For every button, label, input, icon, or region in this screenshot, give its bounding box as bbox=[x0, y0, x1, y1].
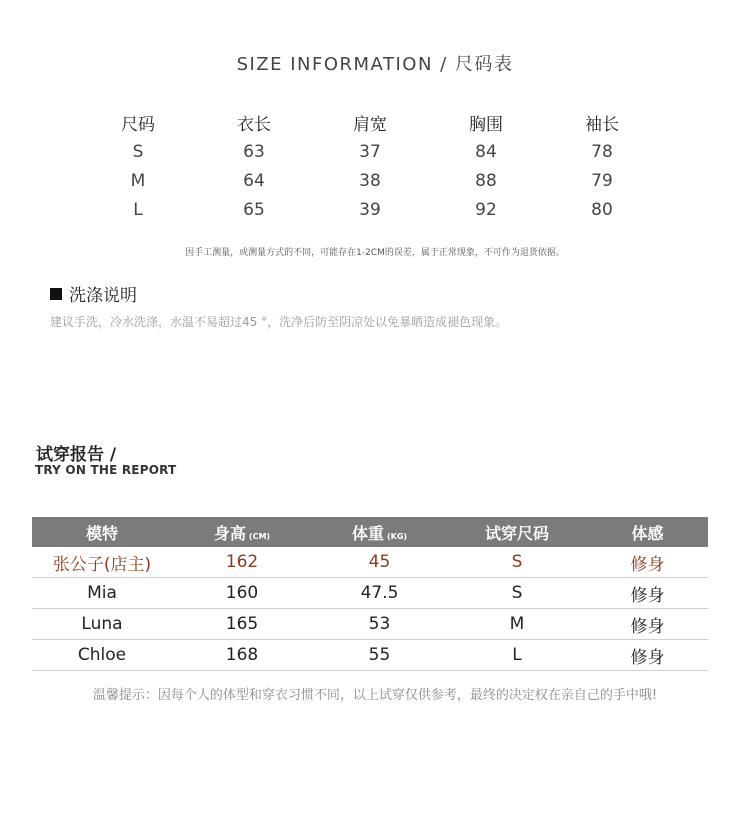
model-name: 张公子(店主) bbox=[52, 554, 152, 575]
model-height: 165 bbox=[225, 614, 259, 634]
header-model: 模特 bbox=[85, 523, 118, 543]
size-cell: 37 bbox=[359, 141, 381, 162]
size-header-cell: 衣长 bbox=[237, 115, 271, 135]
size-info-title: SIZE INFORMATION / 尺码表 bbox=[236, 54, 514, 75]
table-row bbox=[32, 578, 708, 609]
size-cell: 78 bbox=[591, 141, 613, 162]
model-weight: 55 bbox=[368, 645, 391, 665]
size-table-header bbox=[80, 108, 660, 137]
size-header-cell: 肩宽 bbox=[353, 115, 387, 135]
model-weight: 53 bbox=[368, 614, 391, 634]
model-name: Luna bbox=[81, 614, 123, 634]
size-cell: M bbox=[130, 170, 146, 191]
size-table-row bbox=[80, 137, 660, 166]
model-fit: 修身 bbox=[630, 616, 665, 637]
size-table-row bbox=[80, 195, 660, 224]
measurement-note: 因手工测量，或测量方式的不同，可能存在1-2CM的误差，属于正常现象，不可作为退货依据。 bbox=[185, 248, 565, 258]
header-weight bbox=[312, 521, 447, 544]
header-height-unit: (CM) bbox=[248, 531, 271, 541]
header-weight-unit: (KG) bbox=[386, 531, 408, 541]
size-cell: 80 bbox=[591, 199, 613, 220]
wash-title-text: 洗涤说明 bbox=[69, 286, 137, 306]
report-table bbox=[32, 517, 708, 671]
report-table-header bbox=[32, 517, 708, 547]
header-height-label: 身高 bbox=[213, 523, 246, 543]
header-height bbox=[172, 521, 312, 544]
size-header-cell: 袖长 bbox=[585, 115, 619, 135]
report-title: 试穿报告 / bbox=[36, 445, 117, 465]
model-weight: 45 bbox=[368, 552, 391, 572]
size-table-row bbox=[80, 166, 660, 195]
size-cell: 63 bbox=[243, 141, 265, 162]
table-row bbox=[32, 609, 708, 640]
wash-title bbox=[50, 281, 137, 306]
size-header-cell: 胸围 bbox=[469, 115, 503, 135]
size-cell: 38 bbox=[359, 170, 381, 191]
report-subtitle: TRY ON THE REPORT bbox=[35, 463, 177, 477]
table-row bbox=[32, 640, 708, 671]
model-fit: 修身 bbox=[630, 585, 665, 606]
model-size: S bbox=[511, 552, 523, 572]
size-cell: 65 bbox=[243, 199, 265, 220]
size-cell: 79 bbox=[591, 170, 613, 191]
table-row bbox=[32, 547, 708, 578]
size-cell: 64 bbox=[243, 170, 265, 191]
size-cell: S bbox=[132, 141, 144, 162]
model-name: Mia bbox=[87, 583, 117, 603]
size-cell: 88 bbox=[475, 170, 497, 191]
size-cell: 39 bbox=[359, 199, 381, 220]
square-bullet-icon bbox=[50, 288, 62, 300]
model-name: Chloe bbox=[77, 645, 127, 665]
model-fit: 修身 bbox=[630, 554, 665, 575]
model-size: S bbox=[511, 583, 523, 603]
header-size: 试穿尺码 bbox=[484, 523, 549, 543]
header-fit: 体感 bbox=[631, 523, 664, 543]
size-cell: L bbox=[133, 199, 143, 220]
model-size: L bbox=[512, 645, 522, 665]
model-height: 168 bbox=[225, 645, 259, 665]
model-height: 162 bbox=[225, 552, 259, 572]
model-weight: 47.5 bbox=[360, 583, 399, 603]
size-header-cell: 尺码 bbox=[121, 115, 155, 135]
size-cell: 84 bbox=[475, 141, 497, 162]
model-height: 160 bbox=[225, 583, 259, 603]
wash-instructions: 建议手洗，冷水洗涤，水温不易超过45 °，洗净后防至阴凉处以免暴晒造成褪色现象。 bbox=[50, 315, 508, 329]
model-fit: 修身 bbox=[630, 647, 665, 668]
model-size: M bbox=[509, 614, 525, 634]
report-tip: 温馨提示：因每个人的体型和穿衣习惯不同，以上试穿仅供参考，最终的决定权在亲自己的手中哦! bbox=[92, 688, 658, 703]
size-cell: 92 bbox=[475, 199, 497, 220]
size-table bbox=[80, 108, 660, 224]
header-weight-label: 体重 bbox=[351, 523, 384, 543]
